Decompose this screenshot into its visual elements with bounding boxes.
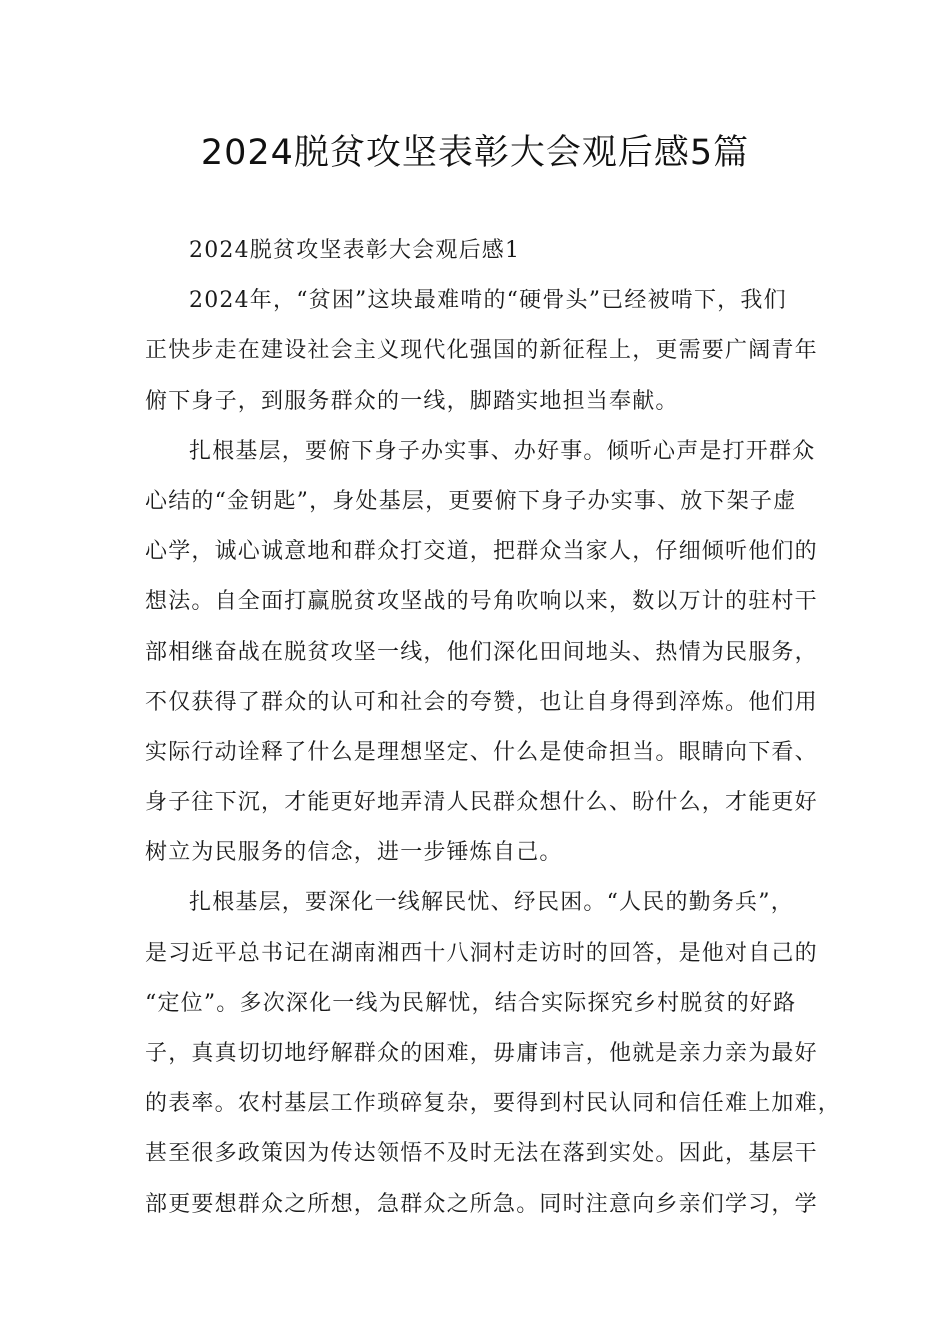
paragraph-line: 身子往下沉，才能更好地弄清人民群众想什么、盼什么，才能更好 bbox=[145, 790, 818, 816]
paragraph-line: 心结的“金钥匙”，身处基层，更要俯下身子办实事、放下架子虚 bbox=[145, 488, 797, 514]
paragraph-line: 正快步走在建设社会主义现代化强国的新征程上，更需要广阔青年 bbox=[145, 338, 818, 364]
paragraph-line: 2024年，“贫困”这块最难啃的“硬骨头”已经被啃下，我们 bbox=[189, 288, 787, 314]
paragraph-line: 俯下身子，到服务群众的一线，脚踏实地担当奉献。 bbox=[145, 388, 679, 414]
paragraph-line: 的表率。农村基层工作琐碎复杂，要得到村民认同和信任难上加难， bbox=[145, 1091, 842, 1117]
section-heading: 2024脱贫攻坚表彰大会观后感1 bbox=[189, 238, 521, 263]
paragraph-line: 部相继奋战在脱贫攻坚一线，他们深化田间地头、热情为民服务， bbox=[145, 639, 818, 665]
paragraph-line: 树立为民服务的信念，进一步锤炼自己。 bbox=[145, 840, 563, 866]
document-body bbox=[145, 226, 842, 1230]
paragraph-line: 扎根基层，要深化一线解民忧、纾民困。“人民的勤务兵”， bbox=[189, 890, 794, 916]
paragraph-line: 不仅获得了群众的认可和社会的夸赞，也让自身得到淬炼。他们用 bbox=[145, 689, 818, 715]
paragraph-line: 心学，诚心诚意地和群众打交道，把群众当家人，仔细倾听他们的 bbox=[145, 539, 818, 565]
paragraph-line: “定位”。多次深化一线为民解忧，结合实际探究乡村脱贫的好路 bbox=[145, 990, 797, 1016]
paragraph-line: 是习近平总书记在湖南湘西十八洞村走访时的回答，是他对自己的 bbox=[145, 940, 818, 966]
paragraph-line: 部更要想群众之所想，急群众之所急。同时注意向乡亲们学习，学 bbox=[145, 1191, 818, 1217]
paragraph-line: 想法。自全面打赢脱贫攻坚战的号角吹响以来，数以万计的驻村干 bbox=[145, 589, 818, 615]
paragraph-line: 实际行动诠释了什么是理想坚定、什么是使命担当。眼睛向下看、 bbox=[145, 739, 818, 765]
paragraph-line: 子，真真切切地纾解群众的困难，毋庸讳言，他就是亲力亲为最好 bbox=[145, 1041, 818, 1066]
paragraph-line: 甚至很多政策因为传达领悟不及时无法在落到实处。因此，基层干 bbox=[145, 1141, 818, 1167]
document-title: 2024脱贫攻坚表彰大会观后感5篇 bbox=[200, 133, 750, 173]
paragraph-line: 扎根基层，要俯下身子办实事、办好事。倾听心声是打开群众 bbox=[189, 438, 816, 464]
